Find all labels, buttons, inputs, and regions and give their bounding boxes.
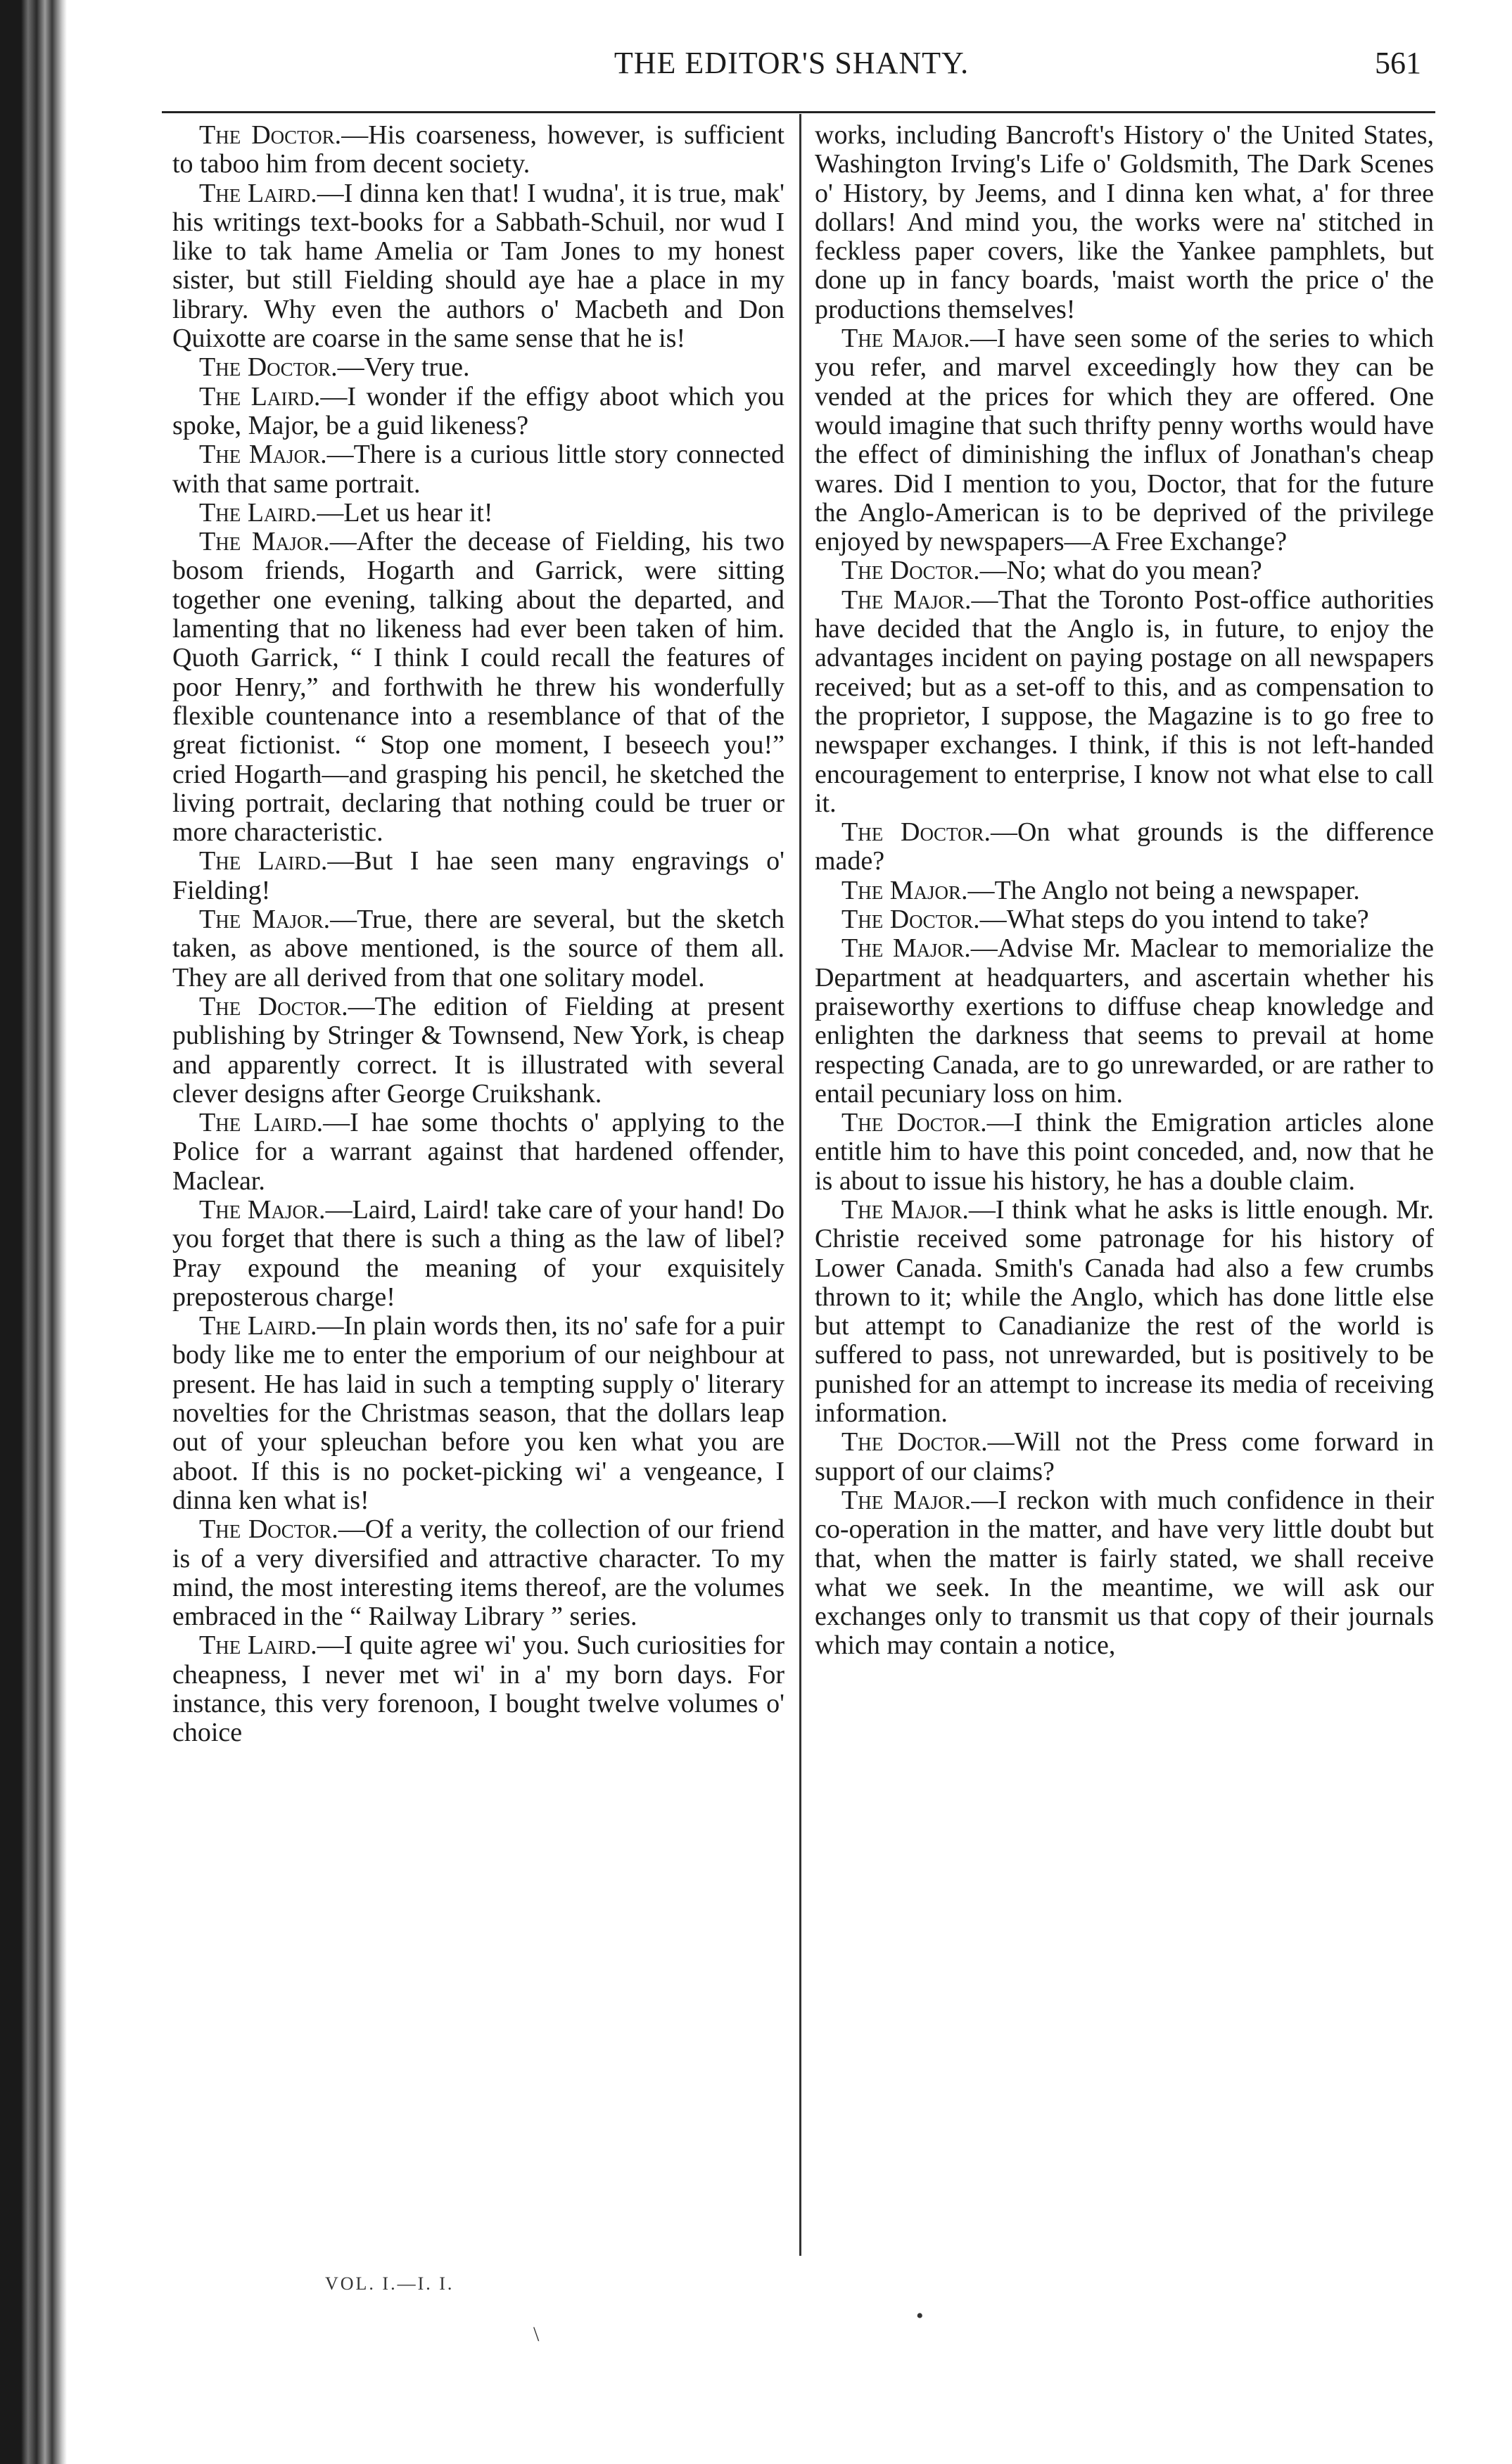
dialogue-paragraph (172, 121, 784, 179)
page-number: 561 (1375, 46, 1421, 80)
speaker-name: The Major. (199, 905, 331, 935)
speech-text: —Of a verity, the collection of our friend is of a very diversified and attractive character. To my mind, the most interesting items thereof, are the volumes embraced in the “ Railway Library ” series. (172, 1514, 784, 1632)
speaker-name: The Laird. (199, 497, 317, 528)
dialogue-paragraph (815, 586, 1434, 818)
column-rule (799, 114, 801, 2256)
speech-text: —But I hae seen many engravings o' Fielding! (172, 846, 784, 905)
speaker-name: The Doctor. (841, 905, 980, 935)
dialogue-paragraph (172, 1109, 784, 1196)
speaker-name: The Major. (199, 1194, 326, 1225)
speech-text: —Will not the Press come forward in support of our claims? (815, 1427, 1434, 1486)
speech-text: —No; what do you mean? (979, 556, 1262, 586)
dialogue-paragraph (172, 1631, 784, 1747)
speaker-name: The Major. (841, 1194, 969, 1225)
speaker-name: The Laird. (199, 178, 317, 208)
dialogue-paragraph (172, 383, 784, 441)
page-speck: \ (533, 2323, 540, 2346)
dialogue-paragraph (172, 179, 784, 354)
speaker-name: The Doctor. (199, 120, 342, 150)
speech-text: —I reckon with much confidence in their co-operation in the matter, and have very little doubt but that, when the matter is fairly stated, we shall receive what we seek. In the meantime, we will ask our exchanges only to transmit us that copy of their journals which may contain a notice, (815, 1485, 1434, 1661)
left-column (172, 121, 784, 1748)
dialogue-paragraph (815, 1428, 1434, 1486)
speech-text: —Advise Mr. Maclear to memorialize the Department at headquarters, and ascertain whether his praiseworthy exertions to diffuse cheap knowledge and enlighten the darkness that seems to prevail at home respecting Canada, are to go unrewarded, or are rather to entail pecuniary loss on him. (815, 933, 1434, 1109)
speaker-name: The Doctor. (841, 1108, 987, 1138)
dialogue-paragraph (815, 876, 1434, 905)
dialogue-paragraph (172, 499, 784, 528)
speech-text: —The edition of Fielding at present publishing by Stringer & Townsend, New York, is cheap and apparently correct. It is illustrated with several clever designs after George Cruikshank. (172, 991, 784, 1109)
dialogue-paragraph (172, 1515, 784, 1631)
speaker-name: The Laird. (199, 1630, 317, 1661)
dialogue-paragraph (172, 440, 784, 499)
signature-mark: VOL. I.—I. I. (325, 2273, 455, 2294)
dialogue-paragraph (815, 934, 1434, 1109)
dialogue-paragraph (815, 556, 1434, 585)
speech-text: —That the Toronto Post-office authorities have decided that the Anglo is, in future, to enjoy the advantages incident on paying postage on all newspapers received; but as a set-off to this, and as compensation to the proprietor, I suppose, the Magazine is to go free to newspaper exchanges. I think, if this is not left-handed encouragement to enterprise, I know not what else to call it. (815, 585, 1434, 818)
speech-text: —After the decease of Fielding, his two bosom friends, Hogarth and Garrick, were sitting together one evening, talking about the departed, and lamenting that no likeness had ever been taken of him. Quoth Garrick, “ I think I could recall the features of poor Henry,” and forthwith he threw his wonderfully flexible countenance into a resemblance of that of the great fictionist. “ Stop one moment, I beseech you!” cried Hogarth—and grasping his pencil, he sketched the living portrait, declaring that nothing could be truer or more characteristic. (172, 527, 784, 848)
speaker-name: The Doctor. (199, 991, 348, 1021)
speaker-name: The Laird. (199, 1311, 317, 1341)
speech-text: —I wonder if the effigy aboot which you spoke, Major, be a guid likeness? (172, 381, 784, 440)
speaker-name: The Doctor. (841, 556, 980, 586)
dialogue-paragraph (815, 1486, 1434, 1661)
dialogue-paragraph (815, 818, 1434, 876)
speech-text: —I dinna ken that! I wudna', it is true, mak' his writings text-books for a Sabbath-Schuil, nor wud I like to tak hame Amelia or Tam Jones to my honest sister, but still Fielding should aye hae a place in my library. Why even the authors o' Macbeth and Don Quixotte are coarse in the same sense that he is! (172, 178, 784, 354)
speaker-name: The Doctor. (841, 1427, 988, 1457)
speech-text: —On what grounds is the difference made? (815, 817, 1434, 876)
speech-text: works, including Bancroft's History o' the United States, Washington Irving's Life o' Goldsmith, The Dark Scenes o' History, by Jeems, and I dinna ken what, a' for three dollars! And mind you, the works were na' stitched in feckless paper covers, like the Yankee pamphlets, but done up in fancy boards, 'maist worth the price o' the productions themselves! (815, 120, 1434, 324)
speaker-name: The Doctor. (199, 1514, 338, 1545)
speaker-name: The Major. (199, 440, 327, 470)
page-header (162, 45, 1421, 90)
speech-text: —True, there are several, but the sketch taken, as above mentioned, is the source of them all. They are all derived from that one solitary model. (172, 905, 784, 992)
speech-text: —I hae some thochts o' applying to the Police for a warrant against that hardened offender, Maclear. (172, 1108, 784, 1196)
speech-text: —I quite agree wi' you. Such curiosities for cheapness, I never met wi' in a' my born days. For instance, this very forenoon, I bought twelve volumes o' choice (172, 1630, 784, 1748)
speech-text: —What steps do you intend to take? (979, 905, 1369, 935)
speech-text: —I think what he asks is little enough. Mr. Christie received some patronage for his history of Lower Canada. Smith's Canada had also a few crumbs thrown to it; while the Anglo, which has done little else but attempt to Canadianize the rest of the world is suffered to pass, not unrewarded, but is positively to be punished for an attempt to increase its media of receiving information. (815, 1194, 1434, 1429)
speech-text: —His coarseness, however, is sufficient to taboo him from decent society. (172, 120, 784, 179)
dialogue-paragraph (172, 1312, 784, 1515)
running-head: THE EDITOR'S SHANTY. (614, 46, 970, 80)
dialogue-paragraph (815, 324, 1434, 556)
speech-text: —There is a curious little story connected with that same portrait. (172, 440, 784, 499)
speech-text: —Let us hear it! (317, 497, 493, 528)
dialogue-paragraph (172, 905, 784, 992)
dialogue-paragraph (172, 992, 784, 1109)
speech-text: —I have seen some of the series to which you refer, and marvel exceedingly how they can be vended at the prices for which they are offered. One would imagine that such thrifty penny worths would have the effect of diminishing the influx of Jonathan's cheap wares. Did I mention to you, Doctor, that for the future the Anglo-American is to be deprived of the privilege enjoyed by newspapers—A Free Exchange? (815, 324, 1434, 557)
speaker-name: The Doctor. (841, 817, 991, 848)
speech-text: —Very true. (337, 352, 470, 383)
dialogue-paragraph (172, 528, 784, 847)
speaker-name: The Laird. (199, 381, 321, 411)
dialogue-paragraph (815, 121, 1434, 324)
book-binding-edge (0, 0, 67, 2464)
speaker-name: The Doctor. (199, 352, 338, 383)
speaker-name: The Major. (841, 933, 971, 964)
dialogue-paragraph (172, 847, 784, 905)
speaker-name: The Major. (841, 585, 972, 615)
speaker-name: The Laird. (199, 1108, 324, 1138)
speech-text: —The Anglo not being a newspaper. (967, 875, 1360, 905)
right-column (815, 121, 1434, 1661)
dialogue-paragraph (815, 1196, 1434, 1428)
speaker-name: The Major. (841, 324, 970, 354)
dialogue-paragraph (815, 1109, 1434, 1196)
speaker-name: The Major. (841, 1485, 972, 1515)
speaker-name: The Major. (199, 527, 330, 557)
speaker-name: The Major. (841, 875, 968, 905)
dialogue-paragraph (172, 1196, 784, 1312)
header-rule (162, 111, 1435, 113)
page-speck: • (916, 2304, 924, 2328)
speech-text: —I think the Emigration articles alone entitle him to have this point conceded, and, now that he is about to issue his history, he has a double claim. (815, 1108, 1434, 1196)
dialogue-paragraph (172, 353, 784, 382)
speaker-name: The Laird. (199, 846, 328, 876)
speech-text: —In plain words then, its no' safe for a puir body like me to enter the emporium of our neighbour at present. He has laid in such a tempting supply o' literary novelties for the Christmas season, that the dollars leap out of your spleuchan before you ken what you are aboot. If this is no pocket-picking wi' a vengeance, I dinna ken what is! (172, 1311, 784, 1515)
speech-text: —Laird, Laird! take care of your hand! Do you forget that there is such a thing as the law of libel? Pray expound the meaning of your exquisitely preposterous charge! (172, 1194, 784, 1312)
dialogue-paragraph (815, 905, 1434, 934)
